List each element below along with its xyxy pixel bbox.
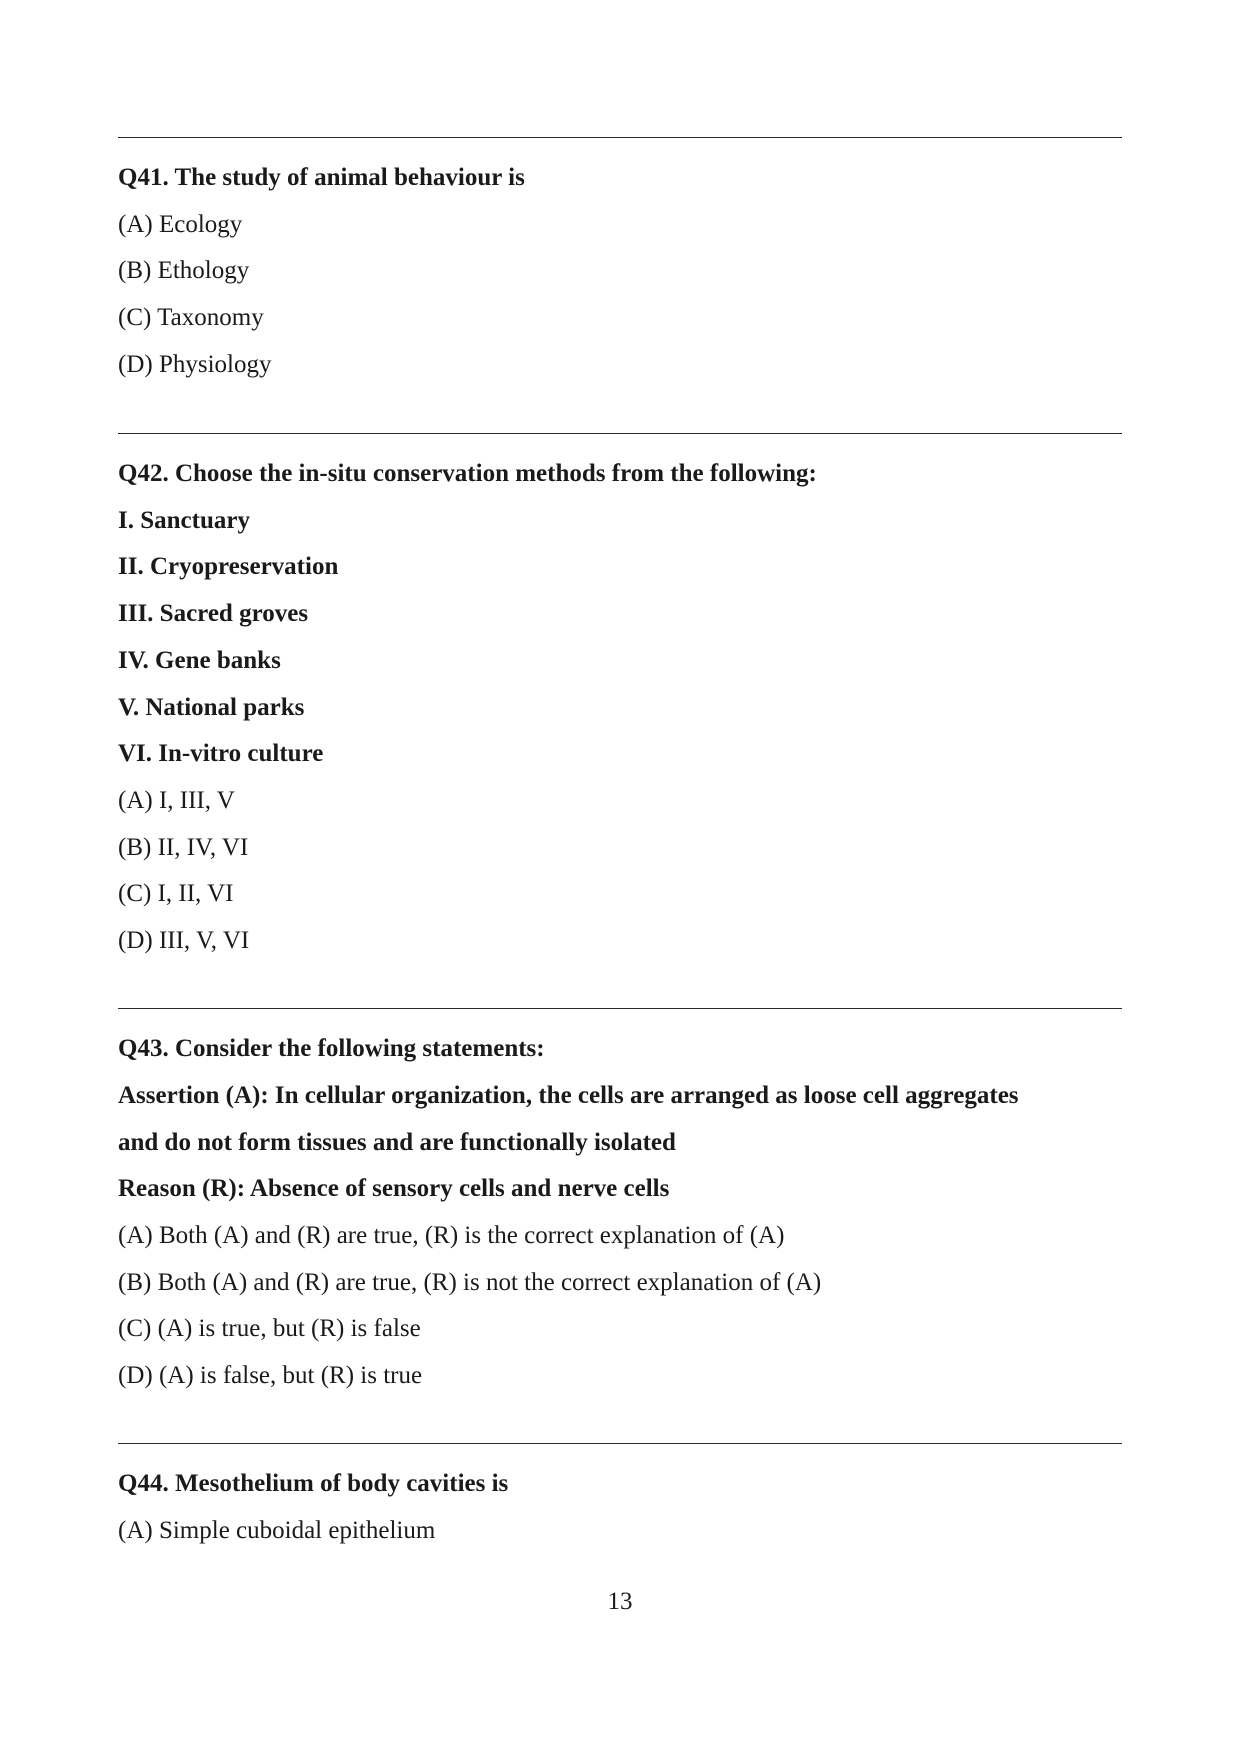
- q43-option-d: (D) (A) is false, but (R) is true: [118, 1362, 423, 1389]
- question-q41: Q41. The study of animal behaviour is: [118, 164, 525, 191]
- q42-item-1: I. Sanctuary: [118, 507, 250, 534]
- question-q42: Q42. Choose the in-situ conservation methods from the following:: [118, 460, 817, 487]
- section-divider: [118, 1443, 1122, 1444]
- q42-item-5: V. National parks: [118, 694, 305, 721]
- q44-option-a: (A) Simple cuboidal epithelium: [118, 1517, 436, 1544]
- q42-item-2: II. Cryopreservation: [118, 553, 339, 580]
- section-divider: [118, 137, 1122, 138]
- q42-item-6: VI. In-vitro culture: [118, 740, 324, 767]
- q43-option-a: (A) Both (A) and (R) are true, (R) is the correct explanation of (A): [118, 1222, 785, 1249]
- q43-option-c: (C) (A) is true, but (R) is false: [118, 1315, 421, 1342]
- page-number: 13: [607, 1588, 633, 1615]
- q42-option-d: (D) III, V, VI: [118, 927, 250, 954]
- section-divider: [118, 433, 1122, 434]
- q41-option-d: (D) Physiology: [118, 351, 272, 378]
- q43-reason: Reason (R): Absence of sensory cells and nerve cells: [118, 1175, 670, 1202]
- q41-option-a: (A) Ecology: [118, 211, 243, 238]
- question-q44: Q44. Mesothelium of body cavities is: [118, 1470, 509, 1497]
- q42-option-c: (C) I, II, VI: [118, 880, 234, 907]
- question-q43: Q43. Consider the following statements:: [118, 1035, 545, 1062]
- q43-assertion-line1: Assertion (A): In cellular organization, the cells are arranged as loose cell aggregates: [118, 1082, 1019, 1109]
- q42-option-a: (A) I, III, V: [118, 787, 235, 814]
- q41-option-b: (B) Ethology: [118, 257, 250, 284]
- q41-option-c: (C) Taxonomy: [118, 304, 264, 331]
- q43-assertion-line2: and do not form tissues and are functionally isolated: [118, 1129, 676, 1156]
- q43-option-b: (B) Both (A) and (R) are true, (R) is not the correct explanation of (A): [118, 1269, 822, 1296]
- q42-option-b: (B) II, IV, VI: [118, 834, 249, 861]
- q42-item-3: III. Sacred groves: [118, 600, 309, 627]
- q42-item-4: IV. Gene banks: [118, 647, 281, 674]
- section-divider: [118, 1008, 1122, 1009]
